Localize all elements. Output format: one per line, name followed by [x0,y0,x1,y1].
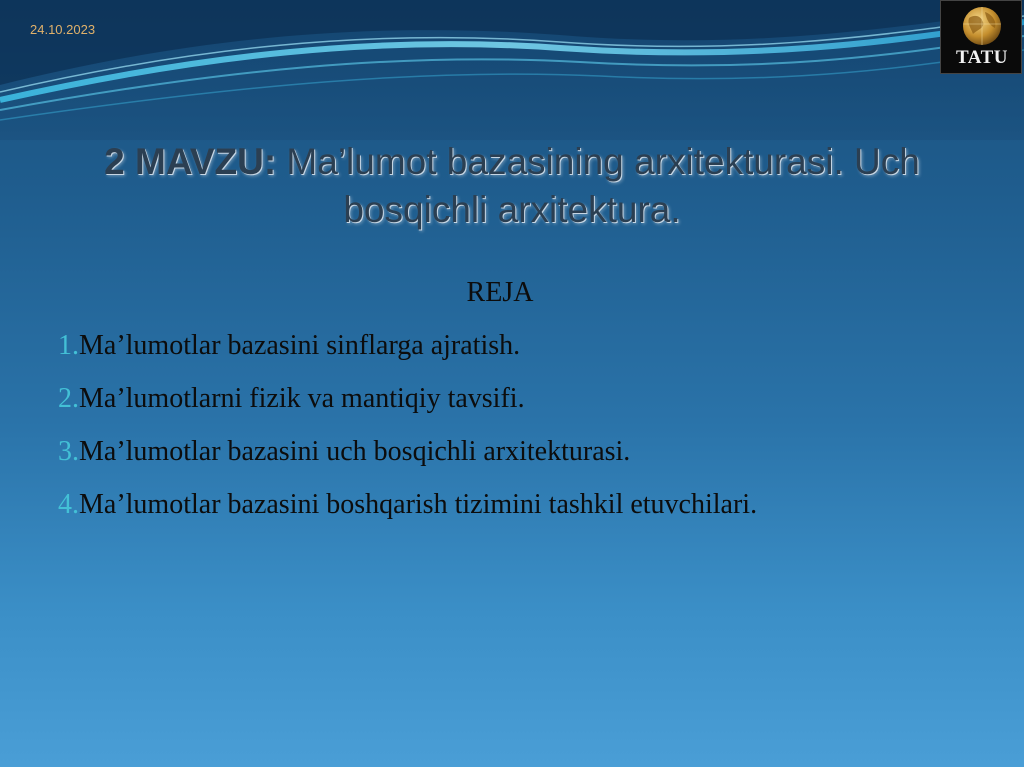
plan-item-number: 4. [58,489,79,520]
plan-list [58,328,958,540]
logo-text: TATU [956,47,1008,68]
plan-item-text: Ma’lumotlar bazasini boshqarish tizimini tashkil etuvchilari. [79,489,758,520]
plan-item-text: Ma’lumotlar bazasini uch bosqichli arxitekturasi. [79,436,631,467]
plan-item-number: 2. [58,383,79,414]
tatu-logo [940,0,1022,74]
plan-item-text: Ma’lumotlar bazasini sinflarga ajratish. [79,330,521,361]
plan-item [58,328,958,364]
plan-item [58,381,958,417]
header-wave-decoration [0,0,1024,140]
slide-title [40,138,984,234]
plan-item [58,487,958,523]
title-rest: Ma’lumot bazasining arxitekturasi. Uch bosqichli arxitektura. [276,141,920,230]
plan-item-number: 1. [58,330,79,361]
plan-item-number: 3. [58,436,79,467]
title-bold-part: 2 MAVZU: [104,141,277,182]
plan-item [58,434,958,470]
plan-item-text: Ma’lumotlarni fizik va mantiqiy tavsifi. [79,383,525,414]
globe-icon [959,4,1005,50]
slide-date: 24.10.2023 [30,22,96,37]
plan-heading: REJA [466,277,534,308]
